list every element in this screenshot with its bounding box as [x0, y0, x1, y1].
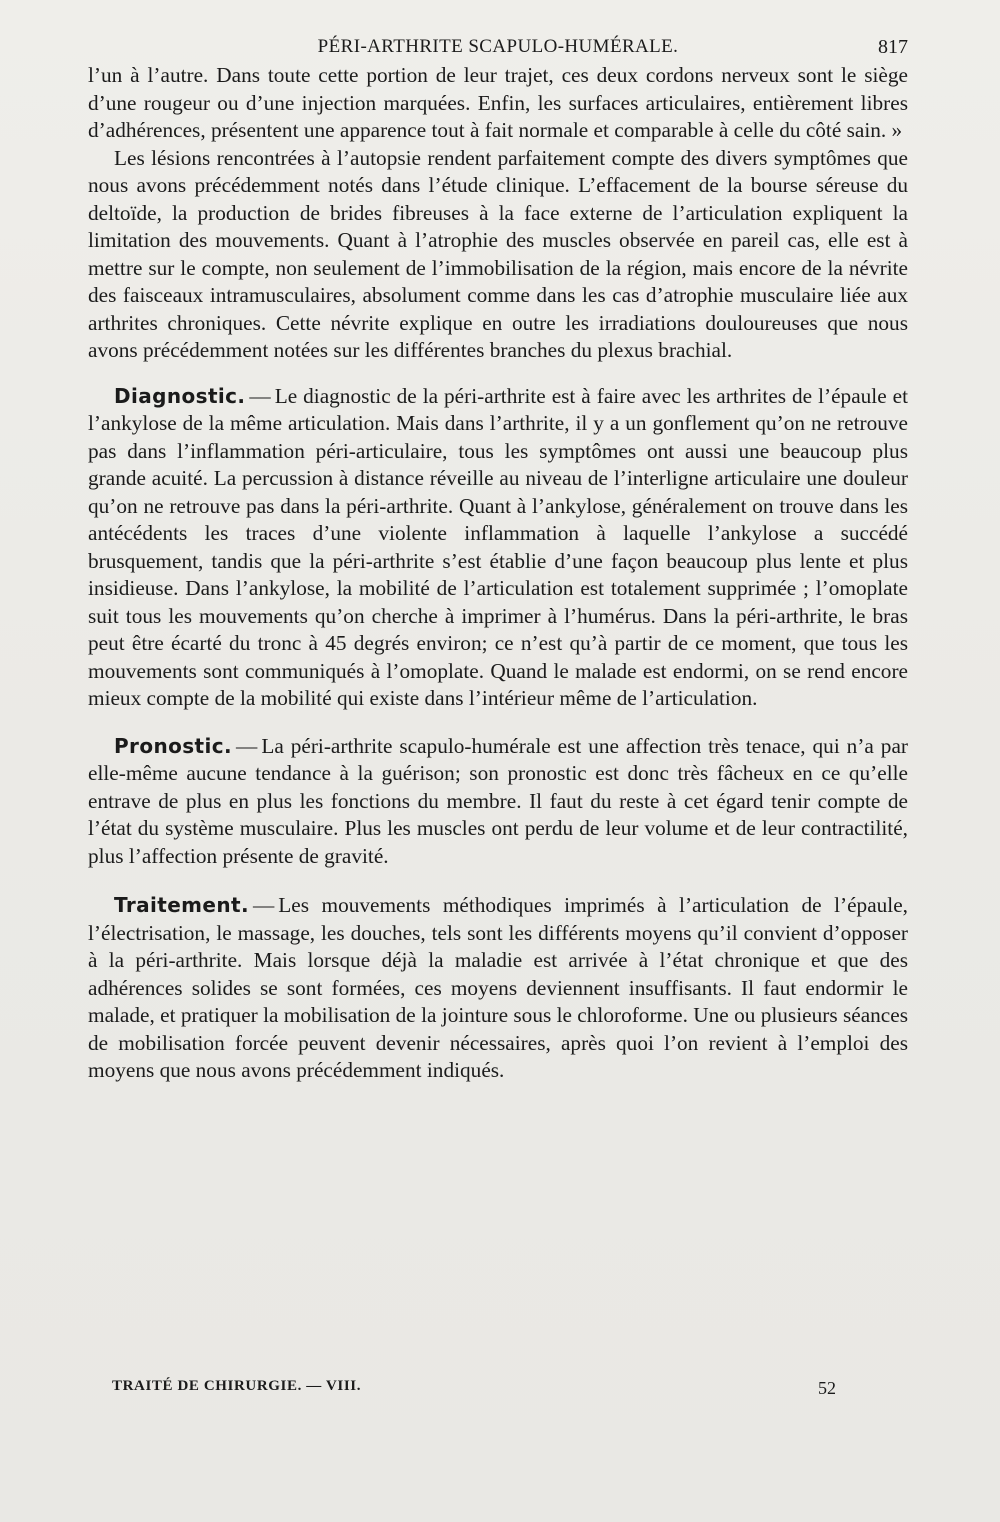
footer-book-title: TRAITÉ DE CHIRURGIE. — VIII. — [112, 1378, 362, 1394]
heading-dash: — — [249, 383, 271, 408]
page-footer — [112, 1378, 836, 1404]
page-number: 817 — [878, 36, 908, 58]
section-diagnostic — [88, 383, 908, 713]
section-heading-pronostic: Pronostic. — [114, 733, 233, 758]
running-title: PÉRI-ARTHRITE SCAPULO-HUMÉRALE. — [317, 36, 679, 57]
section-pronostic — [88, 733, 908, 871]
paragraph-continuation: l’un à l’autre. Dans toute cette portion de leur trajet, ces deux cordons nerveux sont le siège d’une rougeur ou d’une injection marquées. Enfin, les surfaces articulaires, entièrement libres d’adhérences, présentent une apparence tout à fait normale et comparable à celle du côté sain. » — [88, 63, 908, 142]
paragraph-lesions: Les lésions rencontrées à l’autopsie rendent parfaitement compte des divers symptômes que nous avons précédemment notés dans l’étude clinique. L’effacement de la bourse séreuse du deltoïde, la production de brides fibreuses à la face externe de l’articulation expliquent la limitation des mouvements. Quant à l’atrophie des muscles observée en pareil cas, elle est à mettre sur le compte, non seulement de l’immobilisation de la région, mais encore de la névrite des faisceaux intramusculaires, absolument comme dans les cas d’atrophie musculaire liée aux arthrites chroniques. Cette névrite explique en outre les irradiations douloureuses que nous avons précédemment notées sur les différentes branches du plexus brachial. — [88, 145, 908, 362]
running-header — [88, 36, 908, 62]
section-heading-diagnostic: Diagnostic. — [114, 383, 246, 408]
section-traitement — [88, 892, 908, 1085]
heading-dash: — — [236, 733, 258, 758]
section-text-diagnostic: Le diagnostic de la péri-arthrite est à faire avec les arthrites de l’épaule et l’ankylose de la même articulation. Mais dans l’arthrite, il y a un gonflement qu’on ne retrouve pas dans l’inflammation péri-articulaire, tous les symptômes ont aussi une beaucoup plus grande acuité. La percussion à distance réveille au niveau de l’interligne articulaire une douleur qu’on ne retrouve pas dans la péri-arthrite. Quant à l’ankylose, généralement on trouve dans les antécédents les traces d’une violente inflammation à laquelle l’ankylose a succédé brusquement, tandis que la péri-arthrite s’est établie d’une façon beaucoup plus lente et plus insidieuse. Dans l’ankylose, la mobilité de l’articulation est totalement supprimée ; l’omoplate suit tous les mouvements qu’on cherche à imprimer à l’humérus. Dans la péri-arthrite, le bras peut être écarté du tronc à 45 degrés environ; ce n’est qu’à partir de ce moment, que tous les mouvements sont communiqués à l’omoplate. Quand le malade est endormi, on se rend encore mieux compte de la mobilité qui existe dans l’intérieur même de l’articulation. — [88, 383, 908, 710]
footer-signature-number: 52 — [818, 1378, 836, 1398]
section-heading-traitement: Traitement. — [114, 893, 249, 917]
body-text — [88, 62, 908, 1085]
section-text-traitement: Les mouvements méthodiques imprimés à l’articulation de l’épaule, l’électrisation, le massage, les douches, tels sont les différents moyens qu’il convient d’opposer à la péri-arthrite. Mais lorsque déjà la maladie est arrivée à l’état chronique et que des adhérences solides se sont formées, ces moyens deviennent insuffisants. Il faut endormir le malade, et pratiquer la mobilisation de la jointure sous le chloroforme. Une ou plusieurs séances de mobilisation forcée peuvent devenir nécessaires, après quoi l’on revient à l’emploi des moyens que nous avons précédemment indiqués. — [88, 893, 908, 1082]
section-text-pronostic: La péri-arthrite scapulo-humérale est une affection très tenace, qui n’a par elle-même aucune tendance à la guérison; son pronostic est donc très fâcheux en ce qu’elle entrave de plus en plus les fonctions du membre. Il faut du reste à cet égard tenir compte de l’état du système musculaire. Plus les muscles ont perdu de leur volume et de leur contractilité, plus l’affection présente de gravité. — [88, 733, 908, 868]
heading-dash: — — [253, 893, 275, 917]
